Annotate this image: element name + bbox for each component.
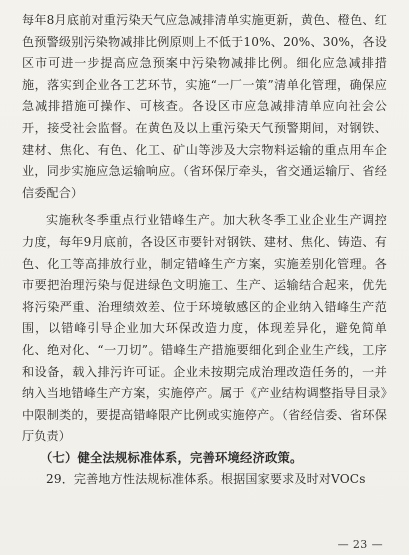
section-heading: （七）健全法规标准体系，完善环境经济政策。: [40, 450, 303, 465]
page-number: — 23 —: [337, 538, 383, 551]
paragraph-emergency-reduction: 每年8月底前对重污染天气应急减排清单实施更新，黄色、橙色、红色预警级别污染物减排比例原则上不低于10%、20%、30%，各设区市可进一步提高应急预案中污染物减排比例。细化应急减排措施，落实到企业各工艺环节，实施“一厂一策”清单化管理，确保应急减排措施可操作、可核查。各设区市应急减排清单应向社会公开，接受社会监督。在黄色及以上重污染天气预警期间，对钢铁、建材、焦化、有色、化工、矿山等涉及大宗物料运输的重点用车企业，同步实施应急运输响应。（省环保厅牵头，省交通运输厅、省经信委配合）: [22, 13, 387, 200]
paragraph-regulations: 29．完善地方性法规标准体系。根据国家要求及时对VOCs: [46, 472, 366, 487]
paragraph-staggered-production: 实施秋冬季重点行业错峰生产。加大秋冬季工业企业生产调控力度，每年9月底前，各设区市要针对钢铁、建材、焦化、铸造、有色、化工等高排放行业，制定错峰生产方案，实施差别化管理。各市要把治理污染与促进绿色文明施工、生产、运输结合起来，优先将污染严重、治理绩效差、位于环境敏感区的企业纳入错峰生产范围，以错峰引导企业加大环保改造力度，体现差异化，避免简单化、绝对化、“一刀切”。错峰生产措施要细化到企业生产线，工序和设备，载入排污许可证。企业未按期完成治理改造任务的，一并纳入当地错峰生产方案，实施停产。属于《产业结构调整指导目录》中限制类的，要提高错峰限产比例或实施停产。（省经信委、省环保厅负责）: [22, 213, 387, 444]
